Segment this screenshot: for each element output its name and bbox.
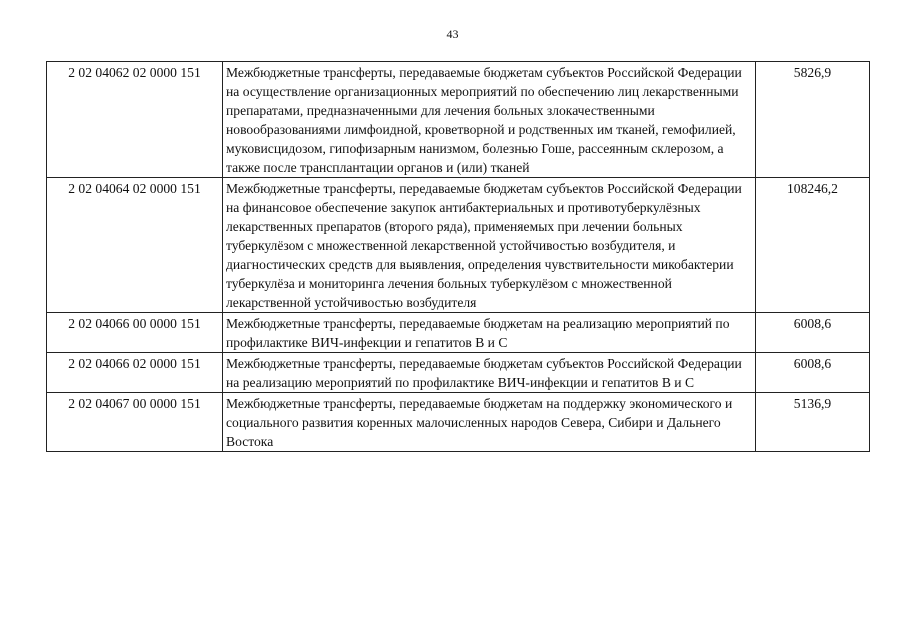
table-row: [47, 353, 870, 393]
description-cell: Межбюджетные трансферты, передаваемые бюджетам на поддержку экономического и социального развития коренных малочисленных народов Севера, Сибири и Дальнего Востока: [223, 393, 756, 452]
description-cell: Межбюджетные трансферты, передаваемые бюджетам на реализацию мероприятий по профилактике ВИЧ-инфекции и гепатитов В и С: [223, 313, 756, 353]
amount-cell: 5826,9: [756, 62, 870, 178]
description-cell: Межбюджетные трансферты, передаваемые бюджетам субъектов Российской Федерации на финансовое обеспечение закупок антибактериальных и противотуберкулёзных лекарственных препаратов (второго ряда), применяемых при лечении больных туберкулёзом с множественной лекарственной устойчивостью возбудителя, и диагностических средств для выявления, определения чувствительности микобактерии туберкулёза и мониторинга лечения больных туберкулёзом с множественной лекарственной устойчивостью возбудителя: [223, 178, 756, 313]
table-row: [47, 313, 870, 353]
amount-cell: 6008,6: [756, 313, 870, 353]
budget-transfers-table: [46, 61, 870, 452]
budget-code-cell: 2 02 04067 00 0000 151: [47, 393, 223, 452]
amount-cell: 5136,9: [756, 393, 870, 452]
budget-code-cell: 2 02 04062 02 0000 151: [47, 62, 223, 178]
amount-cell: 6008,6: [756, 353, 870, 393]
table-row: [47, 62, 870, 178]
amount-cell: 108246,2: [756, 178, 870, 313]
description-cell: Межбюджетные трансферты, передаваемые бюджетам субъектов Российской Федерации на реализацию мероприятий по профилактике ВИЧ-инфекции и гепатитов В и С: [223, 353, 756, 393]
budget-code-cell: 2 02 04066 02 0000 151: [47, 353, 223, 393]
table-row: [47, 393, 870, 452]
description-cell: Межбюджетные трансферты, передаваемые бюджетам субъектов Российской Федерации на осуществление организационных мероприятий по обеспечению лиц лекарственными препаратами, предназначенными для лечения больных злокачественными новообразованиями лимфоидной, кроветворной и родственных им тканей, гемофилией, муковисцидозом, гипофизарным нанизмом, болезнью Гоше, рассеянным склерозом, а также после трансплантации органов и (или) тканей: [223, 62, 756, 178]
budget-code-cell: 2 02 04066 00 0000 151: [47, 313, 223, 353]
table-row: [47, 178, 870, 313]
page-number: 43: [446, 27, 459, 41]
budget-code-cell: 2 02 04064 02 0000 151: [47, 178, 223, 313]
